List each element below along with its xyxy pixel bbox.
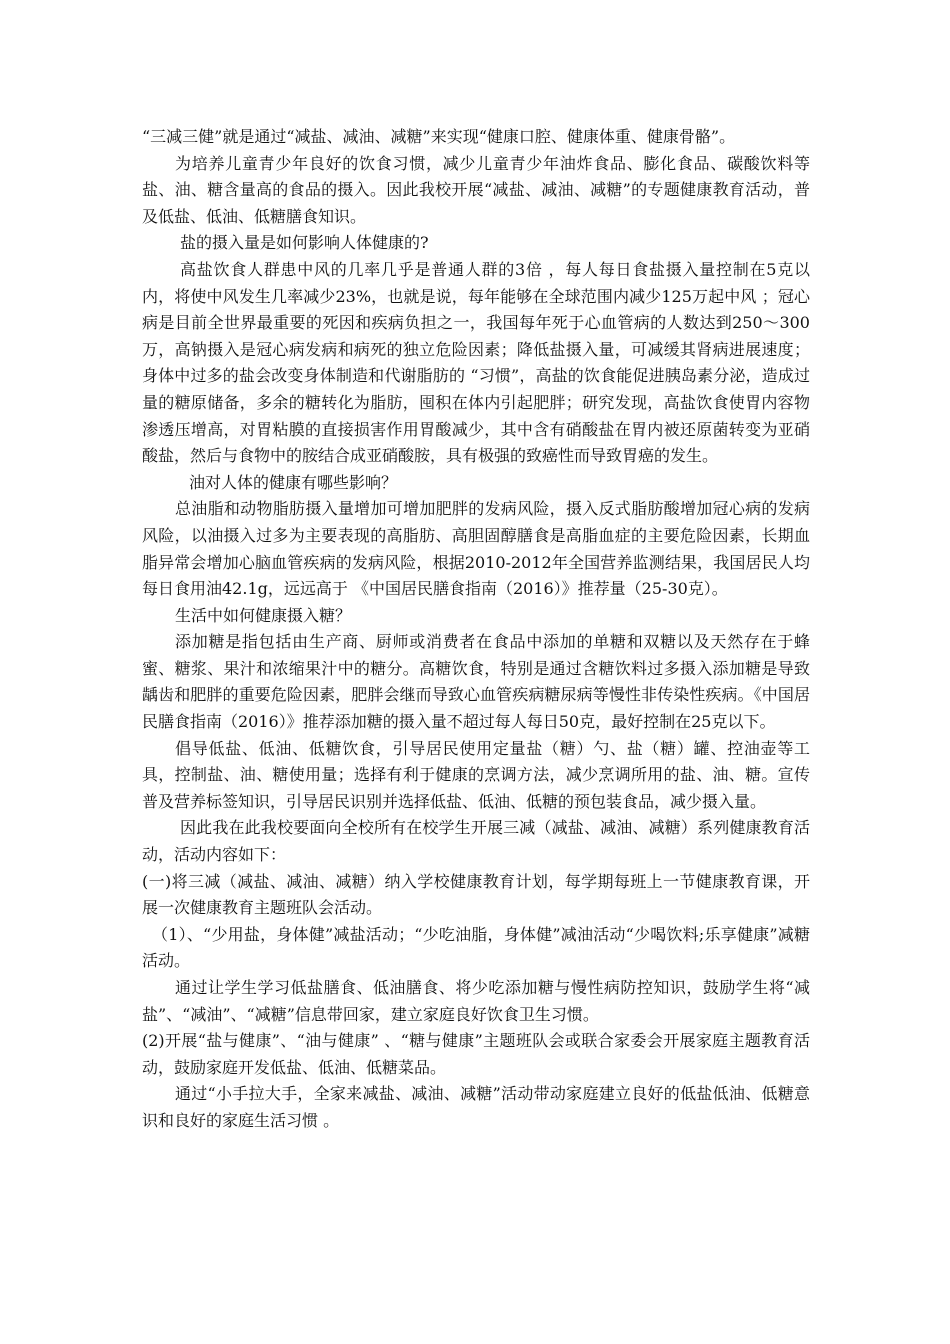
intro-paragraph: “三减三健”就是通过“减盐、减油、减糖”来实现“健康口腔、健康体重、健康骨骼”。: [142, 127, 736, 146]
sugar-paragraph: 添加糖是指包括由生产商、厨师或消费者在食品中添加的单糖和双糖以及天然存在于蜂蜜、糖浆、果汁和浓缩果汁中的糖分。高糖饮食，特别是通过含糖饮料过多摄入添加糖是导致龋齿和肥胖的重要危险因素，肥胖会继而导致心血管疾病糖尿病等慢性非传染性疾病。《中国居民膳食指南（2016）》推荐添加糖的摄入量不超过每人每日50克，最好控制在25克以下。: [142, 632, 810, 732]
item-one-sub-paragraph: （1）、“少用盐，身体健”减盐活动；“少吃油脂，身体健”减油活动“少喝饮料;乐享健康”减糖活动。: [142, 924, 810, 971]
sugar-heading: 生活中如何健康摄入糖？: [175, 605, 352, 625]
salt-paragraph: 高盐饮食人群患中风的几率几乎是普通人群的3倍 ，每人每日食盐摄入量控制在5克以内，将使中风发生几率减少23%，也就是说，每年能够在全球范围内减少125万起中风 ；冠心病是目前全世界最重要的死因和疾病负担之一，我国每年死于心血管病的人数达到250～300万，高钠摄入是冠心病发病和病死的独立危险因素；降低盐摄入量，可减缓其肾病进展速度；身体中过多的盐会改变身体制造和代谢脂肪的 “习惯”，高盐的饮食能促进胰岛素分泌，造成过量的糖原储备，多余的糖转化为脂肪，囤积在体内引起肥胖；研究发现，高盐饮食使胃内容物渗透压增高，对胃粘膜的直接损害作用胃酸减少，其中含有硝酸盐在胃内被还原菌转变为亚硝酸盐，然后与食物中的胺结合成亚硝酸胺，具有极强的致癌性而导致胃癌的发生。: [142, 259, 810, 466]
closing-paragraph: 通过“小手拉大手，全家来减盐、减油、减糖”活动带动家庭建立良好的低盐低油、低糖意识和良好的家庭生活习惯 。: [142, 1084, 810, 1130]
item-two-paragraph: (2)开展“盐与健康”、“油与健康” 、“糖与健康”主题班队会或联合家委会开展家庭主题教育活动，鼓励家庭开发低盐、低油、低糖菜品。: [142, 1031, 810, 1077]
item-one-paragraph: (一)将三减（减盐、减油、减糖）纳入学校健康教育计划，每学期每班上一节健康教育课，开展一次健康教育主题班队会活动。: [142, 871, 810, 918]
student-learning-paragraph: 通过让学生学习低盐膳食、低油膳食、将少吃添加糖与慢性病防控知识，鼓励学生将“减盐”、“减油”、“减糖”信息带回家，建立家庭良好饮食卫生习惯。: [142, 978, 810, 1024]
advocacy-paragraph: 倡导低盐、低油、低糖饮食，引导居民使用定量盐（糖）勺、盐（糖）罐、控油壶等工具，控制盐、油、糖使用量；选择有利于健康的烹调方法，减少烹调所用的盐、油、糖。宣传普及营养标签知识，引导居民识别并选择低盐、低油、低糖的预包装食品，减少摄入量。: [142, 738, 810, 811]
oil-paragraph: 总油脂和动物脂肪摄入量增加可增加肥胖的发病风险，摄入反式脂肪酸增加冠心病的发病风险，以油摄入过多为主要表现的高脂肪、高胆固醇膳食是高脂血症的主要危险因素，长期血脂异常会增加心脑血管疾病的发病风险，根据2010-2012年全国营养监测结果，我国居民人均每日食用油42.1g，远远高于 《中国居民膳食指南（2016）》推荐量（25-30克）。: [142, 499, 810, 599]
purpose-paragraph: 为培养儿童青少年良好的饮食习惯，减少儿童青少年油炸食品、膨化食品、碳酸饮料等盐、油、糖含量高的食品的摄入。因此我校开展“减盐、减油、减糖”的专题健康教育活动，普及低盐、低油、低糖膳食知识。: [142, 153, 810, 226]
document-body: [142, 124, 810, 1135]
salt-heading: 盐的摄入量是如何影响人体健康的?: [180, 233, 429, 253]
oil-heading: 油对人体的健康有哪些影响？: [189, 472, 398, 492]
activity-intro-paragraph: 因此我在此我校要面向全校所有在校学生开展三减（减盐、减油、减糖）系列健康教育活动，活动内容如下：: [142, 818, 810, 865]
